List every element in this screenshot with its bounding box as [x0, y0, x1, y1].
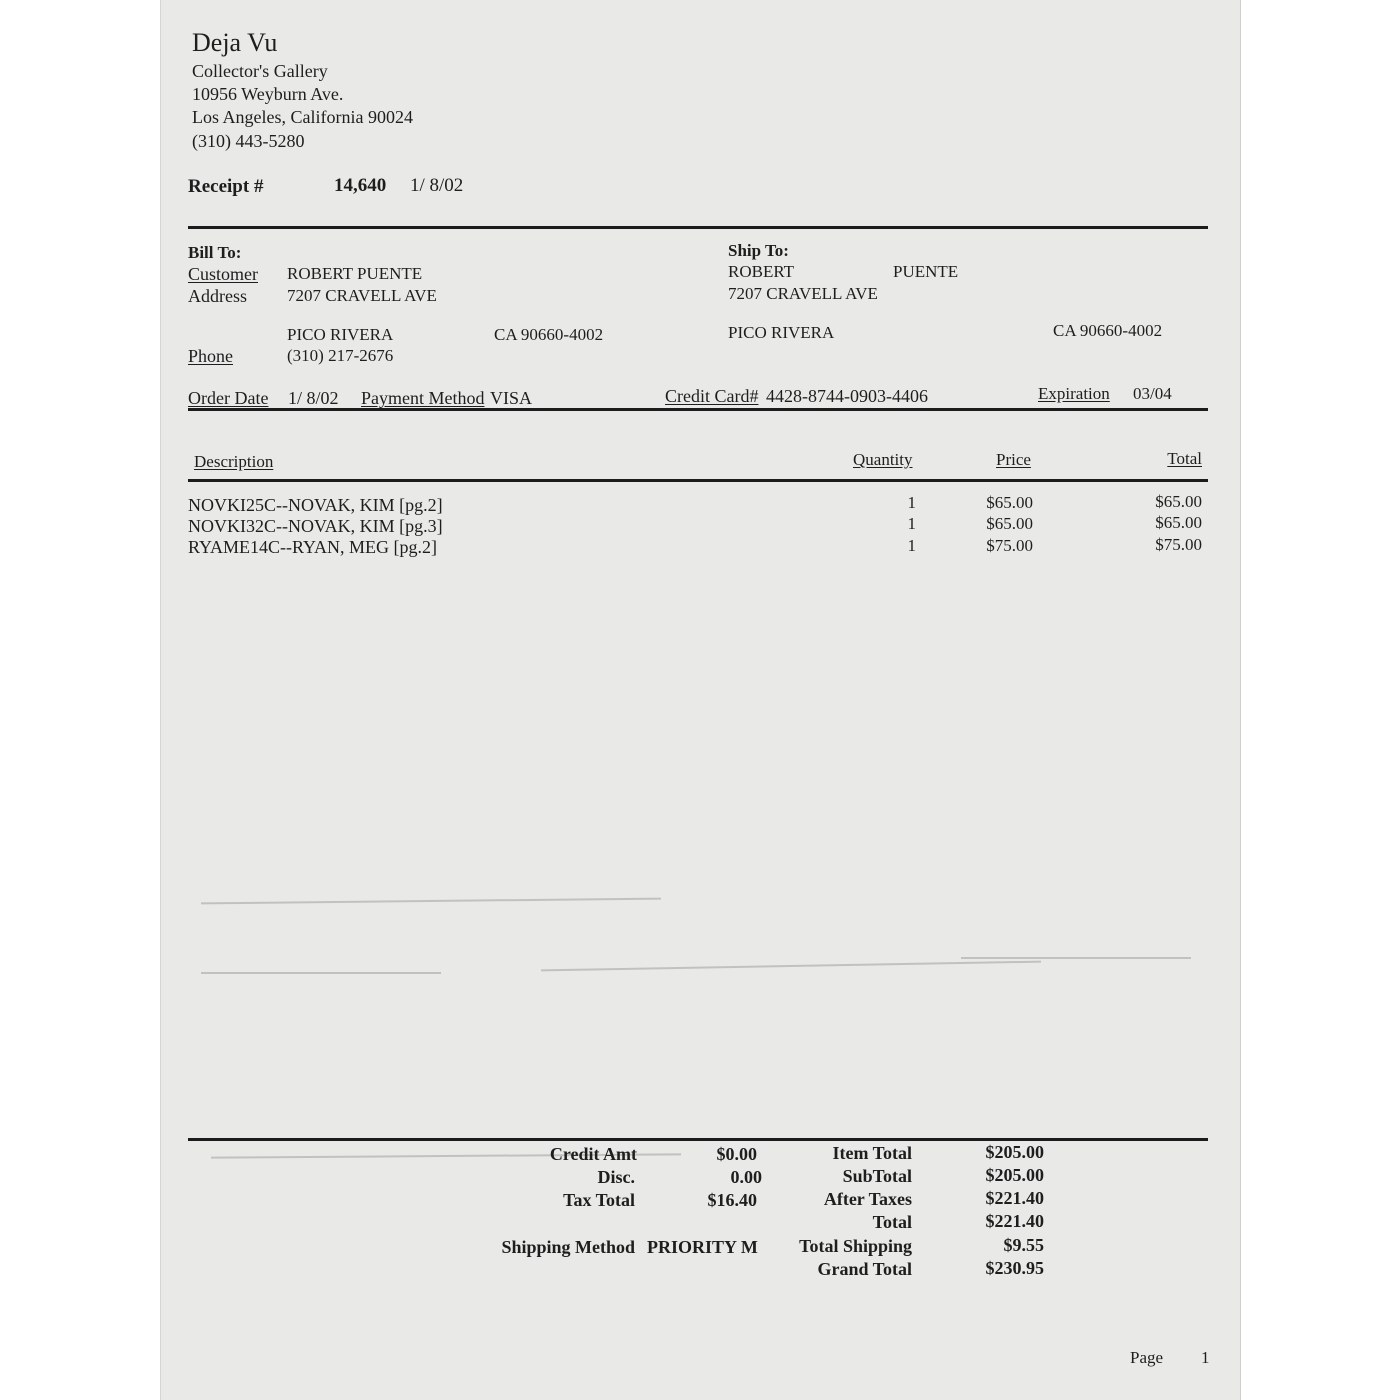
bill-city: PICO RIVERA — [287, 325, 394, 344]
total-shipping-label: Total Shipping — [799, 1236, 912, 1256]
credit-amt-label: Credit Amt — [549, 1144, 637, 1164]
item-price: $65.00 — [986, 493, 1033, 512]
col-quantity: Quantity — [853, 450, 913, 469]
item-total-amount: $205.00 — [985, 1142, 1044, 1162]
item-price: $65.00 — [986, 514, 1033, 533]
tax-total: $16.40 — [707, 1190, 757, 1210]
company-address: 10956 Weyburn Ave. — [192, 84, 344, 104]
col-price: Price — [996, 450, 1031, 469]
company-phone: (310) 443-5280 — [192, 131, 305, 151]
tax-total-label: Tax Total — [563, 1190, 635, 1210]
bleed-through-mark — [541, 961, 1041, 972]
page-label: Page — [1130, 1348, 1164, 1367]
item-quantity: 1 — [907, 493, 916, 512]
bill-state-zip: CA 90660-4002 — [494, 325, 604, 344]
order-date: 1/ 8/02 — [288, 388, 339, 408]
company-city: Los Angeles, California 90024 — [192, 107, 413, 127]
after-taxes-amount: $221.40 — [985, 1188, 1044, 1208]
shipping-method-label: Shipping Method — [501, 1237, 635, 1257]
ship-first-name: ROBERT — [728, 262, 795, 281]
bleed-through-mark — [201, 972, 441, 974]
col-total: Total — [1167, 449, 1202, 468]
item-description: NOVKI32C--NOVAK, KIM [pg.3] — [188, 516, 443, 536]
item-description: NOVKI25C--NOVAK, KIM [pg.2] — [188, 495, 443, 515]
ship-state-zip: CA 90660-4002 — [1053, 321, 1163, 340]
page-number: 1 — [1201, 1348, 1210, 1367]
subtotal-label: SubTotal — [842, 1166, 912, 1186]
bleed-through-mark — [961, 957, 1191, 959]
item-total: $75.00 — [1155, 535, 1202, 554]
payment-method-label: Payment Method — [361, 388, 485, 408]
total-label: Total — [872, 1212, 912, 1232]
item-total-label: Item Total — [832, 1143, 912, 1163]
item-quantity: 1 — [907, 514, 916, 533]
item-total: $65.00 — [1155, 492, 1202, 511]
customer-name: ROBERT PUENTE — [287, 264, 423, 283]
address-label: Address — [188, 286, 247, 306]
col-description: Description — [194, 452, 274, 471]
item-price: $75.00 — [986, 536, 1033, 555]
receipt-page — [160, 0, 1241, 1400]
credit-card-label: Credit Card# — [665, 386, 759, 406]
customer-label: Customer — [188, 264, 258, 284]
grand-total-label: Grand Total — [817, 1259, 912, 1279]
header-divider — [188, 226, 1208, 229]
expiration-date: 03/04 — [1133, 384, 1172, 403]
bill-phone: (310) 217-2676 — [287, 346, 394, 365]
total-shipping-amount: $9.55 — [1003, 1235, 1044, 1255]
expiration-label: Expiration — [1038, 384, 1110, 403]
phone-label: Phone — [188, 346, 233, 366]
disc: 0.00 — [730, 1167, 762, 1187]
company-name: Deja Vu — [192, 28, 278, 57]
receipt-date: 1/ 8/02 — [410, 175, 464, 196]
item-description: RYAME14C--RYAN, MEG [pg.2] — [188, 537, 438, 557]
ship-address: 7207 CRAVELL AVE — [728, 284, 878, 303]
totals-divider — [188, 1138, 1208, 1141]
ship-last-name: PUENTE — [893, 262, 959, 281]
ship-city: PICO RIVERA — [728, 323, 835, 342]
after-taxes-label: After Taxes — [823, 1189, 912, 1209]
bill-to-heading: Bill To: — [188, 243, 242, 262]
shipping-method: PRIORITY M — [647, 1237, 758, 1257]
total-amount: $221.40 — [985, 1211, 1044, 1231]
ship-to-heading: Ship To: — [728, 241, 789, 260]
company-line-1: Collector's Gallery — [192, 61, 328, 81]
receipt-number: 14,640 — [334, 175, 387, 196]
table-header-divider — [188, 479, 1208, 482]
subtotal-amount: $205.00 — [985, 1165, 1044, 1185]
bill-address: 7207 CRAVELL AVE — [287, 286, 437, 305]
order-date-label: Order Date — [188, 388, 269, 408]
disc-label: Disc. — [597, 1167, 635, 1187]
payment-method: VISA — [490, 388, 533, 408]
item-quantity: 1 — [907, 536, 916, 555]
item-total: $65.00 — [1155, 513, 1202, 532]
grand-total-amount: $230.95 — [985, 1258, 1044, 1278]
credit-card-number: 4428-8744-0903-4406 — [766, 386, 928, 406]
order-divider — [188, 408, 1208, 411]
bleed-through-mark — [201, 898, 661, 905]
credit-amt: $0.00 — [716, 1144, 757, 1164]
receipt-label: Receipt # — [188, 176, 264, 197]
